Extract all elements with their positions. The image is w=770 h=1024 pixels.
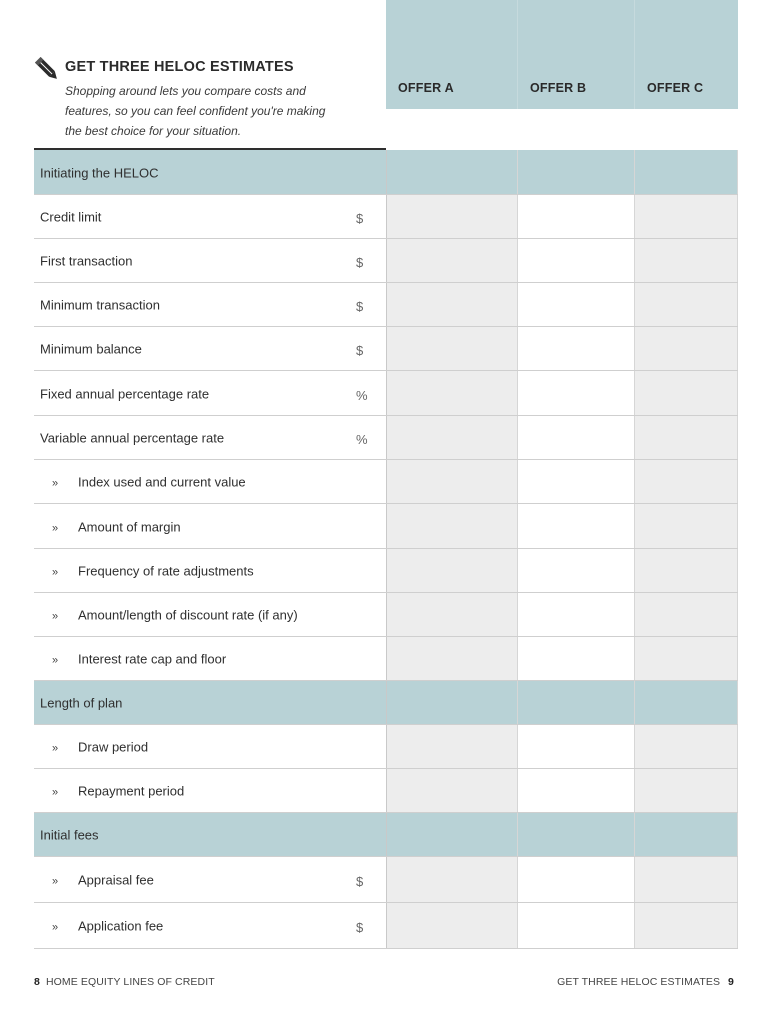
offer-b-cell[interactable] xyxy=(517,283,634,327)
table-row xyxy=(34,416,738,460)
column-divider xyxy=(517,283,518,327)
column-divider xyxy=(386,681,387,725)
row-label-text: Variable annual percentage rate xyxy=(40,430,225,446)
offer-c-cell[interactable] xyxy=(634,903,738,949)
offer-a-cell[interactable] xyxy=(386,283,517,327)
column-divider xyxy=(517,327,518,371)
column-divider xyxy=(737,371,738,416)
bullet-marker: » xyxy=(52,875,59,888)
column-divider xyxy=(634,593,635,637)
column-divider xyxy=(634,327,635,371)
bullet-marker: » xyxy=(52,522,59,534)
column-divider xyxy=(386,725,387,769)
column-divider xyxy=(737,725,738,769)
column-divider xyxy=(737,195,738,239)
column-divider xyxy=(737,681,738,725)
column-divider xyxy=(634,283,635,327)
offer-c-cell xyxy=(634,150,738,195)
column-divider xyxy=(517,725,518,769)
bullet-marker: » xyxy=(52,921,59,934)
column-divider xyxy=(634,371,635,416)
row-label-text: Initial fees xyxy=(40,827,99,843)
row-label xyxy=(52,919,163,934)
table-row xyxy=(34,769,738,813)
offer-b-cell[interactable] xyxy=(517,637,634,681)
row-label-text: Application fee xyxy=(78,918,164,934)
row-label xyxy=(40,386,209,401)
column-divider xyxy=(737,549,738,593)
section-row xyxy=(34,681,738,725)
section-row xyxy=(34,150,738,195)
offer-a-header xyxy=(386,0,517,109)
offer-a-cell xyxy=(386,681,517,725)
column-divider xyxy=(737,593,738,637)
column-divider xyxy=(517,239,518,283)
table-row xyxy=(34,195,738,239)
offer-c-cell[interactable] xyxy=(634,327,738,371)
offer-b-cell[interactable] xyxy=(517,460,634,504)
table-row xyxy=(34,327,738,371)
offer-c-header xyxy=(634,0,738,109)
offer-c-cell[interactable] xyxy=(634,593,738,637)
unit-symbol: $ xyxy=(356,343,364,358)
row-label xyxy=(52,608,298,623)
footer-left xyxy=(34,976,215,988)
column-divider xyxy=(737,813,738,857)
offer-a-cell xyxy=(386,813,517,857)
table-row xyxy=(34,549,738,593)
column-divider xyxy=(386,416,387,460)
column-divider xyxy=(737,857,738,903)
column-divider xyxy=(386,857,387,903)
row-label-text: Credit limit xyxy=(40,209,102,225)
row-label xyxy=(40,298,160,313)
offer-a-cell[interactable] xyxy=(386,903,517,949)
column-divider xyxy=(386,593,387,637)
column-divider xyxy=(517,416,518,460)
column-divider xyxy=(634,725,635,769)
table-row xyxy=(34,637,738,681)
column-divider xyxy=(634,150,635,195)
row-label xyxy=(40,828,99,843)
column-divider xyxy=(634,903,635,949)
offer-b-cell[interactable] xyxy=(517,903,634,949)
subtitle-line: the best choice for your situation. xyxy=(65,124,242,138)
page-title: GET THREE HELOC ESTIMATES xyxy=(65,59,294,75)
offer-a-cell[interactable] xyxy=(386,504,517,549)
offer-c-cell[interactable] xyxy=(634,283,738,327)
offer-a-cell[interactable] xyxy=(386,327,517,371)
bullet-marker: » xyxy=(52,742,59,755)
row-label xyxy=(40,696,122,711)
offer-a-cell[interactable] xyxy=(386,195,517,239)
offer-b-cell[interactable] xyxy=(517,769,634,813)
column-divider xyxy=(517,150,518,195)
column-divider xyxy=(737,239,738,283)
row-label-text: Minimum balance xyxy=(40,341,142,357)
column-divider xyxy=(737,460,738,504)
row-label xyxy=(52,740,148,755)
row-label-text: Draw period xyxy=(78,739,149,755)
offer-b-cell[interactable] xyxy=(517,549,634,593)
offer-a-cell[interactable] xyxy=(386,460,517,504)
row-label-text: First transaction xyxy=(40,253,133,269)
offer-a-cell[interactable] xyxy=(386,416,517,460)
offer-c-cell[interactable] xyxy=(634,637,738,681)
column-divider xyxy=(517,460,518,504)
column-divider xyxy=(634,195,635,239)
offer-a-cell[interactable] xyxy=(386,637,517,681)
column-divider xyxy=(517,593,518,637)
unit-symbol: % xyxy=(356,387,368,403)
row-label-text: Amount/length of discount rate (if any) xyxy=(78,607,298,623)
column-divider xyxy=(517,857,518,903)
column-divider xyxy=(386,195,387,239)
column-divider xyxy=(386,239,387,283)
offer-a-cell[interactable] xyxy=(386,857,517,903)
column-divider xyxy=(634,504,635,549)
bullet-marker: » xyxy=(52,566,59,579)
column-divider xyxy=(634,549,635,593)
offer-b-label: OFFER B xyxy=(530,81,587,95)
section-row xyxy=(34,813,738,857)
row-label xyxy=(40,431,224,446)
column-divider xyxy=(386,283,387,327)
column-divider xyxy=(737,504,738,549)
unit-symbol: $ xyxy=(356,299,364,314)
table-row xyxy=(34,593,738,637)
row-label xyxy=(52,564,254,579)
pencil-icon xyxy=(34,54,60,84)
column-divider xyxy=(737,283,738,327)
row-label-text: Index used and current value xyxy=(78,474,246,490)
row-label-text: Initiating the HELOC xyxy=(40,165,159,180)
unit-symbol: % xyxy=(356,432,368,447)
column-divider xyxy=(634,637,635,681)
bullet-marker: » xyxy=(52,477,59,490)
column-divider xyxy=(634,416,635,460)
table-row xyxy=(34,460,738,504)
offer-c-cell[interactable] xyxy=(634,371,738,416)
row-label-text: Interest rate cap and floor xyxy=(78,651,227,667)
column-divider xyxy=(634,239,635,283)
column-divider xyxy=(634,460,635,504)
unit-symbol: $ xyxy=(356,211,364,226)
offer-c-label: OFFER C xyxy=(647,81,704,95)
offer-b-cell xyxy=(517,150,634,195)
offer-c-cell[interactable] xyxy=(634,504,738,549)
column-divider xyxy=(517,504,518,549)
column-divider xyxy=(386,327,387,371)
offer-b-cell[interactable] xyxy=(517,593,634,637)
row-label-text: Repayment period xyxy=(78,783,185,799)
column-divider xyxy=(737,327,738,371)
offer-b-cell[interactable] xyxy=(517,371,634,416)
column-divider xyxy=(386,460,387,504)
offer-a-cell[interactable] xyxy=(386,549,517,593)
column-divider xyxy=(386,504,387,549)
page-number-right: 9 xyxy=(728,976,734,988)
column-divider xyxy=(634,769,635,813)
offer-c-cell[interactable] xyxy=(634,460,738,504)
offer-a-label: OFFER A xyxy=(398,81,454,95)
row-label xyxy=(52,784,184,799)
offer-c-cell[interactable] xyxy=(634,769,738,813)
offer-b-cell[interactable] xyxy=(517,725,634,769)
row-label xyxy=(40,342,142,357)
column-divider xyxy=(517,195,518,239)
column-divider xyxy=(634,813,635,857)
offer-c-cell[interactable] xyxy=(634,416,738,460)
unit-symbol: $ xyxy=(356,920,364,935)
table-row xyxy=(34,725,738,769)
column-divider xyxy=(737,769,738,813)
row-label xyxy=(40,210,101,225)
unit-symbol: $ xyxy=(356,255,364,270)
column-divider xyxy=(634,857,635,903)
offer-b-header xyxy=(517,0,634,109)
column-divider xyxy=(386,549,387,593)
column-divider xyxy=(517,769,518,813)
column-divider xyxy=(386,903,387,949)
table-row xyxy=(34,283,738,327)
offer-b-cell[interactable] xyxy=(517,857,634,903)
row-label xyxy=(52,652,226,667)
column-divider xyxy=(517,681,518,725)
offer-c-cell xyxy=(634,813,738,857)
bullet-marker: » xyxy=(52,610,59,623)
row-label-text: Length of plan xyxy=(40,695,123,711)
offer-a-cell[interactable] xyxy=(386,725,517,769)
offer-b-cell[interactable] xyxy=(517,416,634,460)
offer-c-cell xyxy=(634,681,738,725)
row-label xyxy=(52,873,154,888)
offer-c-cell[interactable] xyxy=(634,857,738,903)
offer-b-cell xyxy=(517,681,634,725)
table-row xyxy=(34,857,738,903)
offer-c-cell[interactable] xyxy=(634,239,738,283)
row-label-text: Minimum transaction xyxy=(40,297,160,313)
column-divider xyxy=(386,769,387,813)
page-subtitle xyxy=(65,81,355,141)
table-row xyxy=(34,504,738,549)
column-divider xyxy=(517,371,518,416)
row-label-text: Appraisal fee xyxy=(78,872,154,888)
bullet-marker: » xyxy=(52,654,59,667)
offer-c-cell[interactable] xyxy=(634,725,738,769)
table-row xyxy=(34,239,738,283)
page-number-left: 8 xyxy=(34,976,40,988)
offer-c-cell[interactable] xyxy=(634,549,738,593)
intro-block xyxy=(34,54,386,148)
footer-left-text: HOME EQUITY LINES OF CREDIT xyxy=(45,976,215,988)
row-label-text: Amount of margin xyxy=(78,519,181,534)
column-divider xyxy=(737,416,738,460)
offer-a-cell[interactable] xyxy=(386,239,517,283)
row-label xyxy=(52,519,181,534)
footer-right-text: GET THREE HELOC ESTIMATES xyxy=(557,976,721,988)
column-divider xyxy=(386,813,387,857)
unit-symbol: $ xyxy=(356,874,364,889)
row-label-text: Fixed annual percentage rate xyxy=(40,386,210,401)
column-divider xyxy=(737,150,738,195)
column-divider xyxy=(737,637,738,681)
bullet-marker: » xyxy=(52,786,59,799)
offer-a-cell[interactable] xyxy=(386,769,517,813)
subtitle-line: Shopping around lets you compare costs and xyxy=(65,84,306,98)
column-divider xyxy=(386,371,387,416)
column-divider xyxy=(517,549,518,593)
offer-a-cell[interactable] xyxy=(386,371,517,416)
footer-right xyxy=(557,976,734,988)
offer-b-cell[interactable] xyxy=(517,504,634,549)
row-label xyxy=(52,475,246,490)
offer-a-cell[interactable] xyxy=(386,593,517,637)
column-divider xyxy=(517,813,518,857)
offer-b-cell[interactable] xyxy=(517,195,634,239)
offer-c-cell[interactable] xyxy=(634,195,738,239)
offer-b-cell[interactable] xyxy=(517,327,634,371)
column-divider xyxy=(386,637,387,681)
column-divider xyxy=(517,637,518,681)
row-divider xyxy=(34,948,738,949)
column-divider xyxy=(634,681,635,725)
subtitle-line: features, so you can feel confident you're making xyxy=(65,104,326,118)
row-label-text: Frequency of rate adjustments xyxy=(78,563,254,579)
offer-b-cell[interactable] xyxy=(517,239,634,283)
column-divider xyxy=(737,903,738,949)
column-divider xyxy=(517,903,518,949)
offer-a-cell xyxy=(386,150,517,195)
column-divider xyxy=(386,150,387,195)
table-row xyxy=(34,371,738,416)
table-row xyxy=(34,903,738,949)
offer-b-cell xyxy=(517,813,634,857)
row-label xyxy=(40,165,159,180)
row-label xyxy=(40,254,132,269)
